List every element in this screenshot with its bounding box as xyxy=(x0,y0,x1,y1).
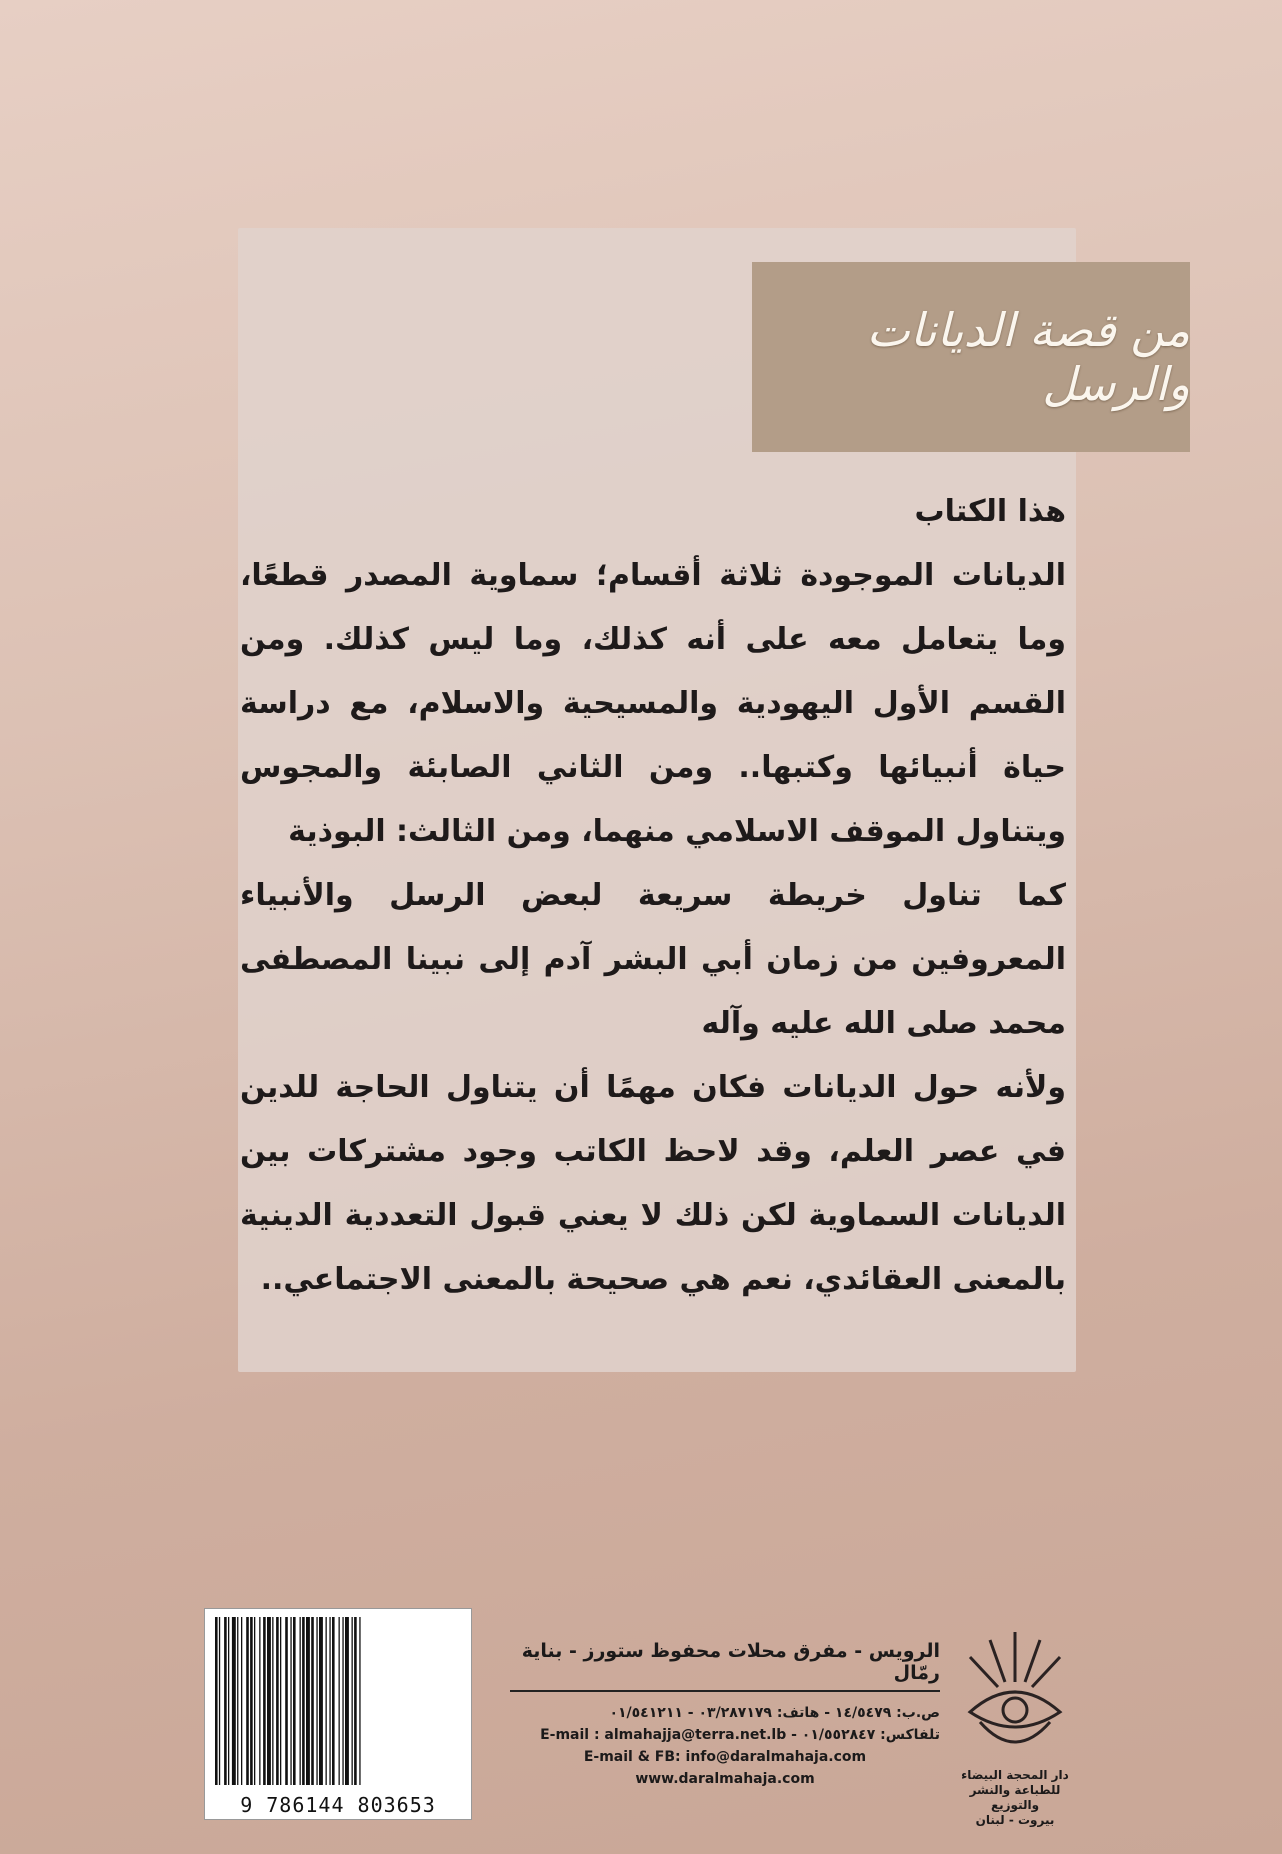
barcode-bar xyxy=(311,1617,314,1785)
publisher-phone: ص.ب: ١٤/٥٤٧٩ - هاتف: ٠٣/٢٨٧١٧٩ - ٠١/٥٤١٢١١ xyxy=(609,1705,940,1721)
barcode-bar xyxy=(276,1617,279,1785)
barcode-bar xyxy=(259,1617,260,1785)
barcode-bar xyxy=(326,1617,327,1785)
publisher-fax: تلفاكس: ٠١/٥٥٢٨٤٧ - E-mail : almahajja@terra.net.lb xyxy=(540,1727,940,1743)
barcode-bar xyxy=(302,1617,305,1785)
barcode-bar xyxy=(272,1617,273,1785)
barcode-bar xyxy=(329,1617,330,1785)
barcode-bar xyxy=(342,1617,343,1785)
barcode-bar xyxy=(219,1617,220,1785)
barcode-bar xyxy=(359,1617,360,1785)
barcode-bar xyxy=(316,1617,317,1785)
barcode-bar xyxy=(285,1617,288,1785)
barcode-bar xyxy=(354,1617,357,1785)
logo-sub: للطباعة والنشر والتوزيع xyxy=(969,1783,1061,1812)
blurb-paragraph-3: ولأنه حول الديانات فكان مهمًا أن يتناول الحاجة للدين في عصر العلم، وقد لاحظ الكاتب وجود مشتركات بين الديانات السماوية لكن ذلك لا يعني قبول التعددية الدينية بالمعنى العقائدي، نعم هي صحيحة بالمعنى الاجتماعي.. xyxy=(240,1070,1066,1297)
blurb xyxy=(240,480,1066,1312)
barcode-bar xyxy=(319,1617,323,1785)
logo-city: بيروت - لبنان xyxy=(975,1813,1055,1827)
barcode-bar xyxy=(300,1617,301,1785)
barcode-bar xyxy=(280,1617,281,1785)
barcode-bar xyxy=(237,1617,238,1785)
barcode-bars xyxy=(215,1617,461,1785)
blurb-paragraph-2: كما تناول خريطة سريعة لبعض الرسل والأنبياء المعروفين من زمان أبي البشر آدم إلى نبينا المصطفى محمد صلى الله عليه وآله xyxy=(240,878,1066,1041)
barcode-bar xyxy=(306,1617,310,1785)
barcode-bar xyxy=(224,1617,227,1785)
blurb-paragraph-1: الديانات الموجودة ثلاثة أقسام؛ سماوية المصدر قطعًا، وما يتعامل معه على أنه كذلك، وما ليس كذلك. ومن القسم الأول اليهودية والمسيحية والاسلام، مع دراسة حياة أنبيائها وكتبها.. ومن الثاني الصابئة والمجوس ويتناول الموقف الاسلامي منهما، ومن الثالث: البوذية xyxy=(240,558,1066,849)
barcode-bar xyxy=(250,1617,253,1785)
barcode-bar xyxy=(228,1617,229,1785)
barcode-bar xyxy=(246,1617,249,1785)
series-title: من قصة الديانات والرسل xyxy=(866,303,1190,411)
barcode-bar xyxy=(332,1617,335,1785)
barcode-bar xyxy=(293,1617,296,1785)
barcode-bar xyxy=(345,1617,349,1785)
barcode-bar xyxy=(254,1617,255,1785)
publisher-email: E-mail & FB: info@daralmahaja.com xyxy=(583,1749,867,1765)
blurb-heading: هذا الكتاب xyxy=(914,494,1066,529)
publisher-logo-text xyxy=(950,1768,1080,1828)
isbn-number: 9 786144 803653 xyxy=(240,1793,436,1817)
barcode xyxy=(204,1608,472,1820)
publisher-info xyxy=(510,1640,940,1790)
barcode-bar xyxy=(267,1617,271,1785)
barcode-bar xyxy=(241,1617,242,1785)
barcode-bar xyxy=(352,1617,353,1785)
barcode-bar xyxy=(263,1617,266,1785)
publisher-website: www.daralmahaja.com xyxy=(635,1771,815,1787)
barcode-bar xyxy=(290,1617,291,1785)
barcode-bar xyxy=(232,1617,236,1785)
publisher-address: الرويس - مفرق محلات محفوظ ستورز - بناية رمّال xyxy=(510,1640,940,1692)
barcode-bar xyxy=(215,1617,218,1785)
barcode-bar xyxy=(339,1617,340,1785)
series-title-box xyxy=(752,262,1190,452)
logo-name: دار المحجة البيضاء xyxy=(961,1768,1069,1782)
